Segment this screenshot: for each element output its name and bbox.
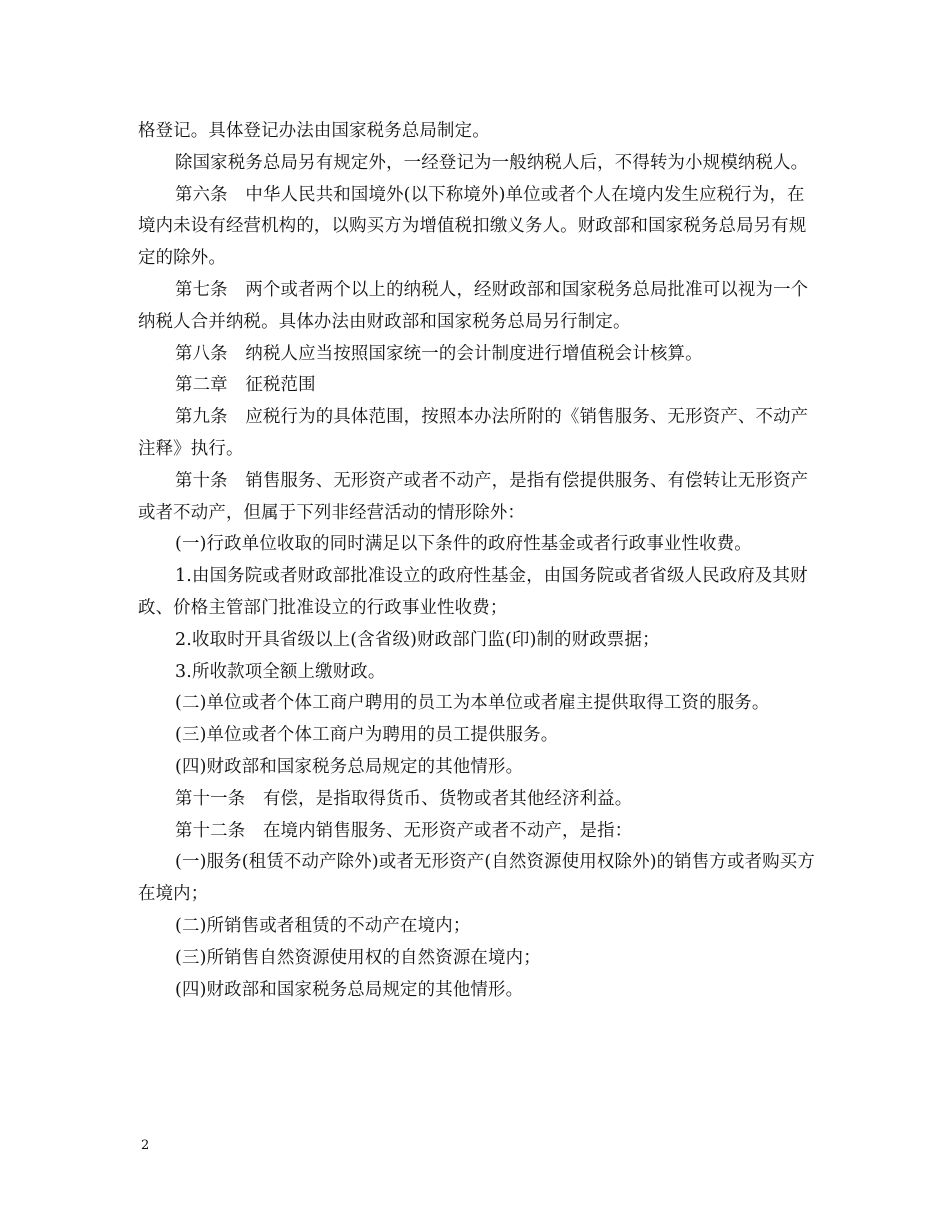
chapter-2-heading: 第二章 征税范围 bbox=[175, 375, 316, 396]
article-9-paragraph: 第九条 应税行为的具体范围，按照本办法所附的《销售服务、无形资产、不动产注释》执行。 bbox=[138, 407, 809, 459]
article-10-paragraph: 第十条 销售服务、无形资产或者不动产，是指有偿提供服务、有偿转让无形资产或者不动产，但属于下列非经营活动的情形除外： bbox=[138, 470, 809, 523]
list-item: (三)单位或者个体工商户为聘用的员工提供服务。 bbox=[175, 725, 559, 746]
list-item: 3.所收款项全额上缴财政。 bbox=[175, 661, 386, 682]
list-item: (二)所销售或者租赁的不动产在境内； bbox=[175, 915, 471, 936]
list-item: (二)单位或者个体工商户聘用的员工为本单位或者雇主提供取得工资的服务。 bbox=[175, 693, 770, 714]
list-item: (四)财政部和国家税务总局规定的其他情形。 bbox=[175, 979, 524, 1000]
list-item: 2.收取时开具省级以上(含省级)财政部门监(印)制的财政票据； bbox=[175, 629, 660, 650]
article-12-paragraph: 第十二条 在境内销售服务、无形资产或者不动产，是指： bbox=[175, 820, 633, 841]
paragraph: 格登记。具体登记办法由国家税务总局制定。 bbox=[138, 121, 490, 141]
list-item: 1.由国务院或者财政部批准设立的政府性基金，由国务院或者省级人民政府及其财政、价格主管部门批准设立的行政事业性收费； bbox=[138, 566, 808, 618]
list-item: (一)服务(租赁不动产除外)或者无形资产(自然资源使用权除外)的销售方或者购买方在境内； bbox=[138, 852, 815, 905]
article-7-paragraph: 第七条 两个或者两个以上的纳税人，经财政部和国家税务总局批准可以视为一个纳税人合并纳税。具体办法由财政部和国家税务总局另行制定。 bbox=[138, 279, 809, 332]
article-8-paragraph: 第八条 纳税人应当按照国家统一的会计制度进行增值税会计核算。 bbox=[175, 343, 703, 364]
list-item: (三)所销售自然资源使用权的自然资源在境内； bbox=[175, 947, 541, 968]
article-11-paragraph: 第十一条 有偿，是指取得货币、货物或者其他经济利益。 bbox=[175, 788, 633, 809]
list-item: (一)行政单位收取的同时满足以下条件的政府性基金或者行政事业性收费。 bbox=[175, 534, 752, 555]
document-body bbox=[138, 116, 818, 1006]
article-6-paragraph: 第六条 中华人民共和国境外(以下称境外)单位或者个人在境内发生应税行为，在境内未设有经营机构的，以购买方为增值税扣缴义务人。财政部和国家税务总局另有规定的除外。 bbox=[138, 184, 807, 269]
paragraph: 除国家税务总局另有规定外，一经登记为一般纳税人后，不得转为小规模纳税人。 bbox=[175, 152, 809, 173]
page-number: 2 bbox=[141, 1138, 150, 1153]
list-item: (四)财政部和国家税务总局规定的其他情形。 bbox=[175, 756, 524, 777]
